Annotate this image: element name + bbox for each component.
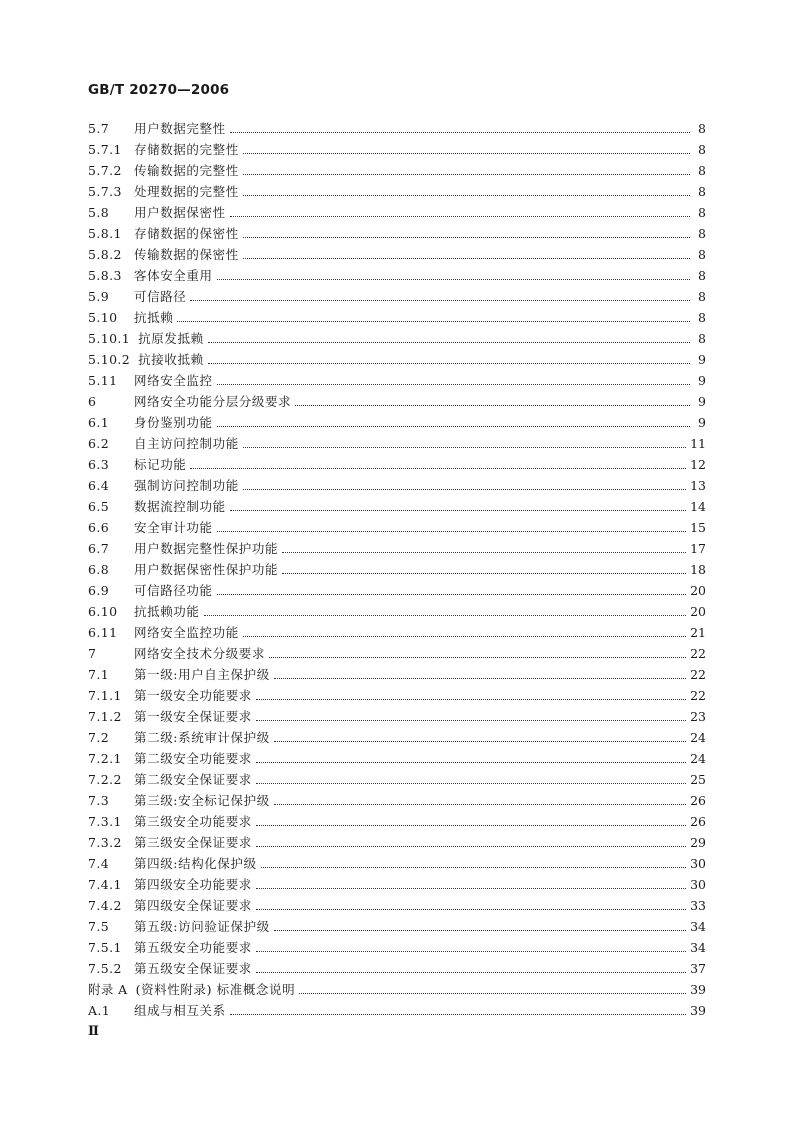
- toc-entry[interactable]: [88, 811, 706, 832]
- toc-entry[interactable]: [88, 412, 706, 433]
- toc-entry-number: 7.1.1: [88, 688, 122, 703]
- toc-entry-number: 5.9: [88, 289, 110, 304]
- dot-leader: [217, 412, 690, 433]
- toc-entry-page: 8: [698, 289, 706, 304]
- toc-entry-page: 9: [698, 352, 706, 367]
- toc-entry[interactable]: [88, 391, 706, 412]
- toc-entry-title: 第四级安全保证要求: [134, 898, 252, 913]
- toc-entry-number: 7.5.2: [88, 961, 122, 976]
- toc-entry-title: 安全审计功能: [134, 520, 213, 535]
- dot-leader: [256, 748, 686, 769]
- toc-entry-number: 7.4.2: [88, 898, 122, 913]
- toc-entry[interactable]: [88, 748, 706, 769]
- toc-entry-page: 8: [698, 247, 706, 262]
- toc-entry-page: 11: [690, 436, 706, 451]
- toc-entry-title: 抗抵赖: [134, 310, 174, 325]
- toc-entry-title: 用户数据保密性: [134, 205, 226, 220]
- toc-entry[interactable]: [88, 916, 706, 937]
- toc-entry-number: 5.8.1: [88, 226, 122, 241]
- toc-entry-number: 7.2: [88, 730, 110, 745]
- toc-entry-number: 6.4: [88, 478, 110, 493]
- toc-entry[interactable]: [88, 328, 706, 349]
- toc-entry-title: 用户数据保密性保护功能: [134, 562, 279, 577]
- toc-entry-number: 5.10.2: [88, 352, 131, 367]
- toc-entry-page: 24: [690, 751, 706, 766]
- dot-leader: [269, 643, 686, 664]
- dot-leader: [230, 1000, 686, 1021]
- toc-entry[interactable]: [88, 139, 706, 160]
- dot-leader: [208, 349, 690, 370]
- dot-leader: [217, 517, 686, 538]
- dot-leader: [204, 601, 687, 622]
- toc-entry-title: 自主访问控制功能: [134, 436, 239, 451]
- toc-entry-title: 抗接收抵赖: [138, 352, 204, 367]
- toc-entry-number: 7.4.1: [88, 877, 122, 892]
- toc-entry-title: 第三级安全功能要求: [134, 814, 252, 829]
- toc-entry-title: 抗原发抵赖: [138, 331, 204, 346]
- dot-leader: [256, 769, 686, 790]
- toc-entry[interactable]: [88, 181, 706, 202]
- toc-entry-title: 存储数据的完整性: [134, 142, 239, 157]
- dot-leader: [261, 853, 686, 874]
- toc-entry-number: 7.3.2: [88, 835, 122, 850]
- toc-entry-number: 6.9: [88, 583, 110, 598]
- dot-leader: [243, 433, 686, 454]
- toc-entry[interactable]: [88, 895, 706, 916]
- dot-leader: [295, 391, 690, 412]
- toc-entry[interactable]: [88, 1000, 706, 1021]
- toc-entry-title: 可信路径功能: [134, 583, 213, 598]
- toc-entry-title: 用户数据完整性保护功能: [134, 541, 279, 556]
- page-number-roman: Ⅱ: [88, 1024, 99, 1039]
- toc-entry[interactable]: [88, 160, 706, 181]
- toc-entry-number: 6.10: [88, 604, 118, 619]
- toc-entry-number: 附录 A: [88, 982, 128, 997]
- dot-leader: [274, 727, 686, 748]
- dot-leader: [217, 580, 686, 601]
- dot-leader: [230, 118, 690, 139]
- toc-entry-page: 8: [698, 310, 706, 325]
- toc-entry-title: 组成与相互关系: [134, 1003, 226, 1018]
- dot-leader: [190, 286, 690, 307]
- toc-entry-number: 7.2.1: [88, 751, 122, 766]
- toc-entry-page: 14: [690, 499, 706, 514]
- toc-entry-page: 23: [690, 709, 706, 724]
- dot-leader: [190, 454, 686, 475]
- dot-leader: [282, 559, 686, 580]
- dot-leader: [274, 916, 686, 937]
- toc-entry-page: 30: [690, 877, 706, 892]
- toc-entry-title: 数据流控制功能: [134, 499, 226, 514]
- toc-entry-number: 7.1: [88, 667, 110, 682]
- dot-leader: [243, 139, 690, 160]
- toc-entry-page: 22: [690, 646, 706, 661]
- toc-entry-title: 第三级:安全标记保护级: [134, 793, 270, 808]
- toc-entry-title: 网络安全监控: [134, 373, 213, 388]
- toc-entry-title: 可信路径: [134, 289, 187, 304]
- toc-entry-number: 6.11: [88, 625, 118, 640]
- toc-entry-title: 强制访问控制功能: [134, 478, 239, 493]
- toc-entry-page: 8: [698, 331, 706, 346]
- toc-entry-number: 5.8: [88, 205, 110, 220]
- toc-entry-title: 第五级安全保证要求: [134, 961, 252, 976]
- dot-leader: [282, 538, 686, 559]
- toc-entry-title: 传输数据的完整性: [134, 163, 239, 178]
- toc-entry-number: 5.7: [88, 121, 110, 136]
- toc-entry-number: 7.5.1: [88, 940, 122, 955]
- toc-entry[interactable]: [88, 433, 706, 454]
- toc-entry[interactable]: [88, 580, 706, 601]
- toc-entry-page: 20: [690, 583, 706, 598]
- toc-entry[interactable]: [88, 853, 706, 874]
- toc-entry[interactable]: [88, 622, 706, 643]
- toc-entry-page: 25: [690, 772, 706, 787]
- toc-entry-title: 第三级安全保证要求: [134, 835, 252, 850]
- toc-entry-page: 18: [690, 562, 706, 577]
- toc-entry-page: 33: [690, 898, 706, 913]
- toc-entry-title: (资料性附录) 标准概念说明: [135, 982, 296, 997]
- dot-leader: [208, 328, 690, 349]
- toc-entry-title: 网络安全技术分级要求: [134, 646, 266, 661]
- toc-entry-title: 抗抵赖功能: [134, 604, 200, 619]
- dot-leader: [256, 685, 686, 706]
- toc-entry[interactable]: [88, 559, 706, 580]
- toc-entry-number: 7.3.1: [88, 814, 122, 829]
- dot-leader: [274, 790, 686, 811]
- toc-entry-page: 8: [698, 142, 706, 157]
- toc-entry-title: 处理数据的完整性: [134, 184, 239, 199]
- toc-entry[interactable]: [88, 874, 706, 895]
- toc-entry[interactable]: [88, 496, 706, 517]
- toc-entry-title: 网络安全功能分层分级要求: [134, 394, 292, 409]
- toc-entry-number: 6.1: [88, 415, 110, 430]
- toc-entry-title: 用户数据完整性: [134, 121, 226, 136]
- toc-entry-number: 5.10: [88, 310, 118, 325]
- toc-entry-number: 7.4: [88, 856, 110, 871]
- toc-entry-number: 6.5: [88, 499, 110, 514]
- toc-entry-number: 5.8.3: [88, 268, 122, 283]
- toc-entry-page: 39: [690, 982, 706, 997]
- toc-entry-page: 26: [690, 793, 706, 808]
- dot-leader: [256, 706, 686, 727]
- toc-entry-page: 30: [690, 856, 706, 871]
- dot-leader: [217, 265, 690, 286]
- dot-leader: [243, 223, 690, 244]
- toc-entry-number: 5.10.1: [88, 331, 131, 346]
- toc-entry[interactable]: [88, 643, 706, 664]
- toc-entry-title: 第四级安全功能要求: [134, 877, 252, 892]
- toc-entry-number: 6.3: [88, 457, 110, 472]
- toc-entry-page: 20: [690, 604, 706, 619]
- toc-entry-page: 34: [690, 940, 706, 955]
- toc-entry-title: 传输数据的保密性: [134, 247, 239, 262]
- toc-entry[interactable]: [88, 937, 706, 958]
- toc-entry-page: 9: [698, 415, 706, 430]
- dot-leader: [274, 664, 686, 685]
- dot-leader: [256, 874, 686, 895]
- toc-entry-page: 9: [698, 373, 706, 388]
- dot-leader: [256, 958, 686, 979]
- toc-entry[interactable]: [88, 517, 706, 538]
- toc-entry-page: 8: [698, 205, 706, 220]
- toc-entry-number: 5.7.1: [88, 142, 122, 157]
- toc-entry-number: 5.8.2: [88, 247, 122, 262]
- toc-entry-title: 第五级:访问验证保护级: [134, 919, 270, 934]
- toc-entry-title: 第一级安全功能要求: [134, 688, 252, 703]
- dot-leader: [230, 496, 686, 517]
- toc-entry[interactable]: [88, 307, 706, 328]
- dot-leader: [177, 307, 690, 328]
- toc-entry-title: 第一级:用户自主保护级: [134, 667, 270, 682]
- toc-entry-page: 22: [690, 667, 706, 682]
- toc-entry-page: 39: [690, 1003, 706, 1018]
- toc-entry[interactable]: [88, 349, 706, 370]
- toc-entry[interactable]: [88, 454, 706, 475]
- toc-entry[interactable]: [88, 790, 706, 811]
- dot-leader: [243, 475, 686, 496]
- toc-entry[interactable]: [88, 118, 706, 139]
- toc-entry-number: 7.1.2: [88, 709, 122, 724]
- table-of-contents: [88, 118, 706, 1021]
- toc-entry-number: 6.2: [88, 436, 110, 451]
- dot-leader: [256, 832, 686, 853]
- dot-leader: [299, 979, 686, 1000]
- dot-leader: [243, 160, 690, 181]
- toc-entry-page: 8: [698, 163, 706, 178]
- toc-entry-number: 6: [88, 394, 97, 409]
- dot-leader: [243, 622, 686, 643]
- toc-entry-page: 13: [690, 478, 706, 493]
- toc-entry[interactable]: [88, 958, 706, 979]
- toc-entry-page: 22: [690, 688, 706, 703]
- toc-entry-title: 第一级安全保证要求: [134, 709, 252, 724]
- toc-entry[interactable]: [88, 727, 706, 748]
- toc-entry-number: 5.7.2: [88, 163, 122, 178]
- dot-leader: [256, 895, 686, 916]
- document-code-header: GB/T 20270—2006: [88, 82, 230, 98]
- toc-entry-number: 6.7: [88, 541, 110, 556]
- dot-leader: [230, 202, 690, 223]
- toc-entry[interactable]: [88, 475, 706, 496]
- toc-entry-number: 6.8: [88, 562, 110, 577]
- toc-entry[interactable]: [88, 706, 706, 727]
- toc-entry-number: 7.5: [88, 919, 110, 934]
- toc-entry[interactable]: [88, 601, 706, 622]
- dot-leader: [217, 370, 690, 391]
- toc-entry-number: A.1: [88, 1003, 111, 1018]
- toc-entry-page: 29: [690, 835, 706, 850]
- toc-entry-number: 7.3: [88, 793, 110, 808]
- toc-entry[interactable]: [88, 244, 706, 265]
- toc-entry-page: 21: [690, 625, 706, 640]
- toc-entry-page: 26: [690, 814, 706, 829]
- toc-entry[interactable]: [88, 370, 706, 391]
- toc-entry-number: 5.11: [88, 373, 118, 388]
- toc-entry-number: 7: [88, 646, 97, 661]
- toc-entry[interactable]: [88, 265, 706, 286]
- toc-entry-title: 标记功能: [134, 457, 187, 472]
- toc-entry-title: 第二级:系统审计保护级: [134, 730, 270, 745]
- toc-entry-number: 7.2.2: [88, 772, 122, 787]
- toc-entry-title: 存储数据的保密性: [134, 226, 239, 241]
- toc-entry-title: 第五级安全功能要求: [134, 940, 252, 955]
- toc-entry-page: 8: [698, 121, 706, 136]
- toc-entry-number: 6.6: [88, 520, 110, 535]
- toc-entry-page: 8: [698, 268, 706, 283]
- toc-entry-page: 9: [698, 394, 706, 409]
- dot-leader: [243, 181, 690, 202]
- toc-entry-page: 12: [690, 457, 706, 472]
- toc-entry-title: 第二级安全保证要求: [134, 772, 252, 787]
- toc-entry-title: 网络安全监控功能: [134, 625, 239, 640]
- toc-entry-page: 37: [690, 961, 706, 976]
- toc-entry-title: 第二级安全功能要求: [134, 751, 252, 766]
- toc-entry-page: 24: [690, 730, 706, 745]
- toc-entry-page: 8: [698, 184, 706, 199]
- toc-entry[interactable]: [88, 202, 706, 223]
- toc-entry[interactable]: [88, 685, 706, 706]
- toc-entry-number: 5.7.3: [88, 184, 122, 199]
- dot-leader: [243, 244, 690, 265]
- toc-entry-title: 第四级:结构化保护级: [134, 856, 257, 871]
- dot-leader: [256, 811, 686, 832]
- toc-entry[interactable]: [88, 538, 706, 559]
- toc-entry-page: 15: [690, 520, 706, 535]
- toc-entry[interactable]: [88, 664, 706, 685]
- toc-entry-title: 客体安全重用: [134, 268, 213, 283]
- toc-entry-page: 34: [690, 919, 706, 934]
- toc-entry-page: 8: [698, 226, 706, 241]
- toc-entry-page: 17: [690, 541, 706, 556]
- toc-entry[interactable]: [88, 769, 706, 790]
- toc-entry[interactable]: [88, 286, 706, 307]
- dot-leader: [256, 937, 686, 958]
- toc-entry[interactable]: [88, 832, 706, 853]
- toc-entry-title: 身份鉴别功能: [134, 415, 213, 430]
- toc-entry[interactable]: [88, 979, 706, 1000]
- toc-entry[interactable]: [88, 223, 706, 244]
